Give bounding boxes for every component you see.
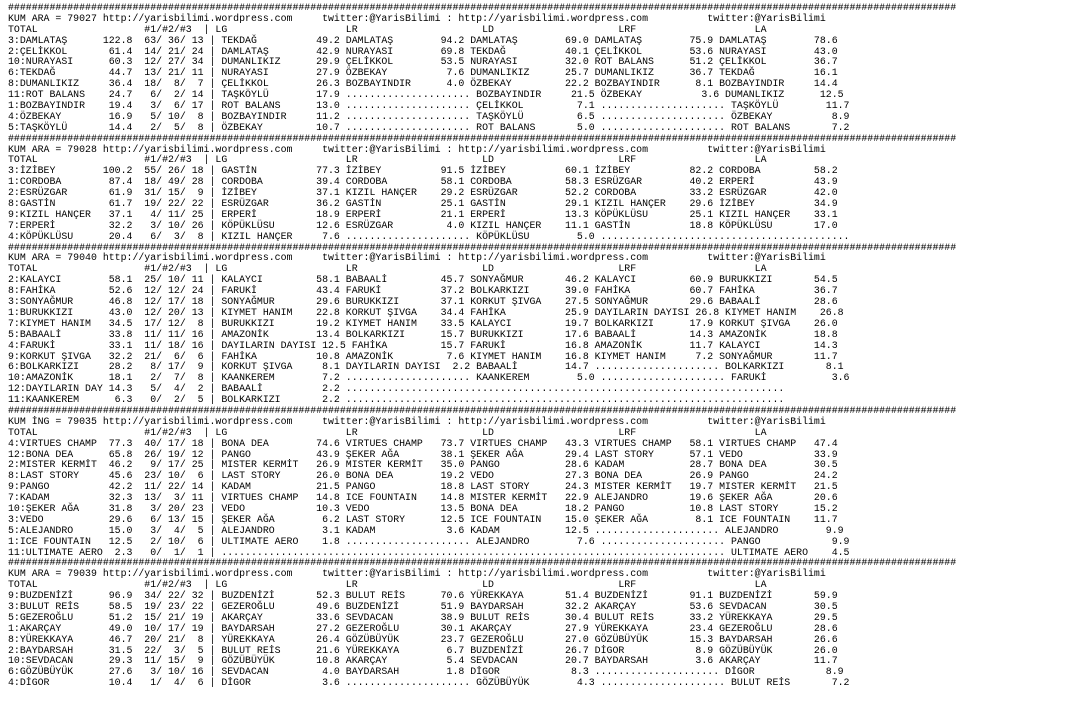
data-row: 8:YÜREKKAYA 46.7 20/ 21/ 8 | YÜREKKAYA 26.4 GÖZÜBÜYÜK 23.7 GEZEROĞLU 27.0 GÖZÜBÜYÜK 15.3 BAYDARSAH 26.6 — [8, 633, 838, 645]
data-row: 6:GÖZÜBÜYÜK 27.6 3/ 10/ 16 | SEVDACAN 4.0 BAYDARSAH 1.8 DİGOR 8.3 ..................... DİGOR 8.9 — [8, 666, 844, 678]
data-row: 9:PANGO 42.2 11/ 22/ 14 | KADAM 21.5 PANGO 18.8 LAST STORY 24.3 MISTER KERMİT 19.7 MISTER KERMİT 21.5 — [8, 481, 838, 493]
data-row: 10:ŞEKER AĞA 31.8 3/ 20/ 23 | VEDO 10.3 VEDO 13.5 BONA DEA 18.2 PANGO 10.8 LAST STORY 15.2 — [8, 502, 838, 514]
data-row: 2:KALAYCI 58.1 25/ 10/ 11 | KALAYCI 58.1 BABAALİ 45.7 SONYAĞMUR 46.2 KALAYCI 60.9 BURUKKIZI 54.5 — [8, 274, 838, 286]
data-row: 12:BONA DEA 65.8 26/ 19/ 12 | PANGO 43.9 ŞEKER AĞA 38.1 ŞEKER AĞA 29.4 LAST STORY 57.1 VEDO 33.9 — [8, 448, 838, 460]
data-row: 3:DAMLATAŞ 122.8 63/ 36/ 13 | TEKDAĞ 49.2 DAMLATAŞ 94.2 DAMLATAŞ 69.0 DAMLATAŞ 75.9 DAMLATAŞ 78.6 — [8, 34, 838, 46]
race-header-line: KUM İNG = 79035 http://yarisbilimi.wordpress.com twitter:@YarisBilimi : http://yarisbilimi.wordpress.com twitter:@YarisBilimi — [8, 415, 826, 427]
data-row: 1:CORDOBA 87.4 18/ 49/ 28 | CORDOBA 39.4 CORDOBA 58.1 CORDOBA 58.3 ESRÜZGAR 40.2 ERPERİ 43.9 — [8, 176, 838, 188]
separator-line: ################################################################################################################################################################ — [8, 241, 957, 253]
separator-line: ################################################################################################################################################################ — [8, 132, 957, 144]
data-row: 7:KADAM 32.3 13/ 3/ 11 | VIRTUES CHAMP 14.8 ICE FOUNTAIN 14.8 MISTER KERMİT 22.9 ALEJANDRO 19.6 ŞEKER AĞA 20.6 — [8, 492, 838, 504]
race-header-line: KUM ARA = 79027 http://yarisbilimi.wordpress.com twitter:@YarisBilimi : http://yarisbilimi.wordpress.com twitter:@YarisBilimi — [8, 12, 826, 24]
data-row: 9:KIZIL HANÇER 37.1 4/ 11/ 25 | ERPERİ 18.9 ERPERİ 21.1 ERPERİ 13.3 KÖPÜKLÜSU 25.1 KIZIL HANÇER 33.1 — [8, 208, 838, 220]
data-row: 4:DİGOR 10.4 1/ 4/ 6 | DİGOR 3.6 ..................... GÖZÜBÜYÜK 4.3 ..................... BULUT REİS 7.2 — [8, 677, 850, 689]
data-row: 9:BUZDENİZİ 96.9 34/ 22/ 32 | BUZDENİZİ 52.3 BULUT REİS 70.6 YÜREKKAYA 51.4 BUZDENİZİ 91.1 BUZDENİZİ 59.9 — [8, 590, 838, 602]
data-row: 1:BURUKKIZI 43.0 12/ 20/ 13 | KIYMET HANIM 22.8 KORKUT ŞIVGA 34.4 FAHİKA 25.9 DAYILARIN DAYISI 26.8 KIYMET HANIM 26.8 — [8, 306, 844, 318]
data-row: 11:KAANKEREM 6.3 0/ 2/ 5 | BOLKARKIZI 2.2 .......................................................................... — [8, 394, 785, 406]
data-row: 5:BABAALİ 33.8 11/ 11/ 16 | AMAZONİK 13.4 BOLKARKIZI 15.7 BURUKKIZI 17.6 BABAALİ 14.3 AMAZONİK 18.8 — [8, 328, 838, 340]
column-header-line: TOTAL #1/#2/#3 | LG LR LD LRF LA — [8, 263, 767, 275]
data-row: 1:AKARÇAY 49.0 10/ 17/ 19 | BAYDARSAH 27.2 GEZEROĞLU 30.1 AKARÇAY 27.9 YÜREKKAYA 23.4 GEZEROĞLU 28.6 — [8, 622, 838, 634]
data-row: 1:ICE FOUNTAIN 12.5 2/ 10/ 6 | ULTIMATE AERO 1.8 ..................... ALEJANDRO 7.6 ..................... PANGO 9.9 — [8, 535, 850, 547]
separator-line: ################################################################################################################################################################ — [8, 404, 957, 416]
data-row: 6:BOLKARKIZI 28.2 8/ 17/ 9 | KORKUT ŞIVGA 8.1 DAYILARIN DAYISI 2.2 BABAALİ 14.7 ..................... BOLKARKIZI 8.1 — [8, 361, 844, 373]
column-header-line: TOTAL #1/#2/#3 | LG LR LD LRF LA — [8, 23, 767, 35]
data-row: 3:SONYAĞMUR 46.8 12/ 17/ 18 | SONYAĞMUR 29.6 BURUKKIZI 37.1 KORKUT ŞIVGA 27.5 SONYAĞMUR 29.6 BABAALİ 28.6 — [8, 296, 838, 308]
data-row: 8:LAST STORY 45.6 23/ 10/ 6 | LAST STORY 26.0 BONA DEA 19.2 VEDO 27.3 BONA DEA 26.9 PANGO 24.2 — [8, 470, 838, 482]
data-row: 2:ESRÜZGAR 61.9 31/ 15/ 9 | İZİBEY 37.1 KIZIL HANÇER 29.2 ESRÜZGAR 52.2 CORDOBA 33.2 ESRÜZGAR 42.0 — [8, 187, 838, 199]
data-row: 2:ÇELİKKOL 61.4 14/ 21/ 24 | DAMLATAŞ 42.9 NURAYASI 69.8 TEKDAĞ 40.1 ÇELİKKOL 53.6 NURAYASI 43.0 — [8, 45, 838, 57]
data-row: 5:ALEJANDRO 15.0 3/ 4/ 5 | ALEJANDRO 3.1 KADAM 3.6 KADAM 12.5 ..................... ALEJANDRO 9.9 — [8, 524, 844, 536]
data-row: 7:ERPERİ 32.2 3/ 10/ 26 | KÖPÜKLÜSU 12.6 ESRÜZGAR 4.0 KIZIL HANÇER 11.1 GASTİN 18.8 KÖPÜKLÜSU 17.0 — [8, 219, 838, 231]
data-row: 5:GEZEROĞLU 51.2 15/ 21/ 19 | AKARÇAY 33.6 SEVDACAN 38.9 BULUT REİS 30.4 BULUT REİS 33.2 YÜREKKAYA 29.5 — [8, 611, 838, 623]
data-row: 2:MISTER KERMİT 46.2 9/ 17/ 25 | MISTER KERMİT 26.9 MISTER KERMİT 35.0 PANGO 28.6 KADAM 28.7 BONA DEA 30.5 — [8, 459, 838, 471]
data-row: 1:BOZBAYINDIR 19.4 3/ 6/ 17 | ROT BALANS 13.0 ..................... ÇELİKKOL 7.1 ..................... TAŞKÖYLÜ 11.7 — [8, 100, 850, 112]
data-row: 7:KIYMET HANIM 34.5 17/ 12/ 8 | BURUKKIZI 19.2 KIYMET HANIM 33.5 KALAYCI 19.7 BOLKARKIZI 17.9 KORKUT ŞIVGA 26.0 — [8, 317, 838, 329]
data-row: 4:ÖZBEKAY 16.9 5/ 10/ 8 | BOZBAYINDIR 11.2 ..................... TAŞKÖYLÜ 6.5 ..................... ÖZBEKAY 8.9 — [8, 110, 850, 122]
column-header-line: TOTAL #1/#2/#3 | LG LR LD LRF LA — [8, 154, 767, 166]
race-header-line: KUM ARA = 79040 http://yarisbilimi.wordpress.com twitter:@YarisBilimi : http://yarisbilimi.wordpress.com twitter:@YarisBilimi — [8, 252, 826, 264]
data-row: 10:SEVDACAN 29.3 11/ 15/ 9 | GÖZÜBÜYÜK 10.8 AKARÇAY 5.4 SEVDACAN 20.7 BAYDARSAH 3.6 AKARÇAY 11.7 — [8, 655, 838, 667]
data-row: 3:İZİBEY 100.2 55/ 26/ 18 | GASTİN 77.3 İZİBEY 91.5 İZİBEY 60.1 İZİBEY 82.2 CORDOBA 58.2 — [8, 165, 838, 177]
data-row: 12:DAYILARIN DAY 14.3 5/ 4/ 2 | BABAALİ 2.2 .......................................................................... — [8, 383, 785, 395]
data-row: 6:TEKDAĞ 44.7 13/ 21/ 11 | NURAYASI 27.9 ÖZBEKAY 7.6 DUMANLIKIZ 25.7 DUMANLIKIZ 36.7 TEKDAĞ 16.1 — [8, 67, 838, 79]
data-row: 11:ROT BALANS 24.7 6/ 2/ 14 | TAŞKÖYLÜ 17.9 ..................... BOZBAYINDIR 21.5 ÖZBEKAY 3.6 DUMANLIKIZ 12.5 — [8, 89, 844, 101]
data-row: 8:GASTİN 61.7 19/ 22/ 22 | ESRÜZGAR 36.2 GASTİN 25.1 GASTİN 29.1 KIZIL HANÇER 29.6 İZİBEY 34.9 — [8, 198, 838, 210]
data-row: 11:ULTIMATE AERO 2.3 0/ 1/ 1 | ..................................................................................... ULTIMATE AERO 4.5 — [8, 546, 850, 558]
column-header-line: TOTAL #1/#2/#3 | LG LR LD LRF LA — [8, 579, 767, 591]
race-header-line: KUM ARA = 79039 http://yarisbilimi.wordpress.com twitter:@YarisBilimi : http://yarisbilimi.wordpress.com twitter:@YarisBilimi — [8, 568, 826, 580]
data-row: 10:AMAZONİK 18.1 2/ 7/ 8 | KAANKEREM 7.2 ..................... KAANKEREM 5.0 ..................... FARUKİ 3.6 — [8, 372, 850, 384]
column-header-line: TOTAL #1/#2/#3 | LG LR LD LRF LA — [8, 426, 767, 438]
data-row: 4:FARUKİ 33.1 11/ 18/ 16 | DAYILARIN DAYISI 12.5 FAHİKA 15.7 FARUKİ 16.8 AMAZONİK 11.7 KALAYCI 14.3 — [8, 339, 838, 351]
data-row: 4:KÖPÜKLÜSU 20.4 6/ 3/ 8 | KIZIL HANÇER 7.6 ..................... KÖPÜKLÜSU 5.0 .......................................... — [8, 230, 850, 242]
data-row: 8:FAHİKA 52.6 12/ 12/ 24 | FARUKİ 43.4 FARUKİ 37.2 BOLKARKIZI 39.0 FAHİKA 60.7 FAHİKA 36.7 — [8, 285, 838, 297]
race-header-line: KUM ARA = 79028 http://yarisbilimi.wordpress.com twitter:@YarisBilimi : http://yarisbilimi.wordpress.com twitter:@YarisBilimi — [8, 143, 826, 155]
separator-line: ################################################################################################################################################################ — [8, 557, 957, 569]
data-row: 9:KORKUT ŞIVGA 32.2 21/ 6/ 6 | FAHİKA 10.8 AMAZONİK 7.6 KIYMET HANIM 16.8 KIYMET HANIM 7.2 SONYAĞMUR 11.7 — [8, 350, 838, 362]
data-row: 8:DUMANLIKIZ 36.4 18/ 8/ 7 | ÇELİKKOL 26.3 BOZBAYINDIR 4.0 ÖZBEKAY 22.2 BOZBAYINDIR 8.1 BOZBAYINDIR 14.4 — [8, 78, 838, 90]
data-row: 3:BULUT REİS 58.5 19/ 23/ 22 | GEZEROĞLU 49.6 BUZDENİZİ 51.9 BAYDARSAH 32.2 AKARÇAY 53.6 SEVDACAN 30.5 — [8, 600, 838, 612]
data-row: 3:VEDO 29.6 6/ 13/ 15 | ŞEKER AĞA 6.2 LAST STORY 12.5 ICE FOUNTAIN 15.0 ŞEKER AĞA 8.1 ICE FOUNTAIN 11.7 — [8, 513, 838, 525]
data-row: 2:BAYDARSAH 31.5 22/ 3/ 5 | BULUT REİS 21.6 YÜREKKAYA 6.7 BUZDENİZİ 26.7 DİGOR 8.9 GÖZÜBÜYÜK 26.0 — [8, 644, 838, 656]
data-row: 5:TAŞKÖYLÜ 14.4 2/ 5/ 8 | ÖZBEKAY 10.7 ..................... ROT BALANS 5.0 ..................... ROT BALANS 7.2 — [8, 121, 850, 133]
data-row: 4:VIRTUES CHAMP 77.3 40/ 17/ 18 | BONA DEA 74.6 VIRTUES CHAMP 73.7 VIRTUES CHAMP 43.3 VIRTUES CHAMP 58.1 VIRTUES CHAMP 47.4 — [8, 437, 838, 449]
data-row: 10:NURAYASI 60.3 12/ 27/ 34 | DUMANLIKIZ 29.9 ÇELİKKOL 53.5 NURAYASI 32.0 ROT BALANS 51.2 ÇELİKKOL 36.7 — [8, 56, 838, 68]
separator-line: ################################################################################################################################################################ — [8, 2, 957, 13]
